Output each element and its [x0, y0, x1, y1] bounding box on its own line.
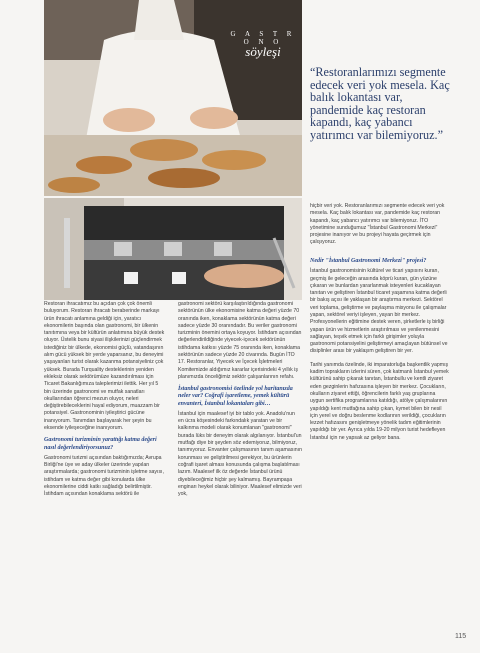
column-3-paragraph-1: İstanbul gastronomisinin kültürel ve ticari yapısını kuran, geçmiş ile geleceğin arasında köprü kuran, gün yüzüne çıkaran ve bunlardan yararlanmak isteyenleri kucaklayan tanıtan ve geliştiren İstanbul ticaret yaşamına katma değerli bir bakış açısı ile yaklaşan bir araştırma merkezi. Sektörel veri toplama, geliştirme ve paylaşma misyonu ile çalışmalar yapan, sektörel veriyi işleyen, yayan bir merkez. Profesyonellerin eğitimine destek veren, şirketlerle iş birliği yapan ürün ve hizmetlerin araştırılması ve yenilenmesini sağlayan, teşvik etmek için farklı girişimler yoluyla gastronomi potansiyelini geliştirmeyi amaçlayan bütünsel ve disiplinler arası bir yaklaşım geliştiren bir yer. [310, 268, 448, 355]
page-number: 115 [455, 633, 467, 640]
question-heading-istanbul-center: Nedir "İstanbul Gastronomi Merkezi" projesi? [310, 258, 427, 264]
column-2 [178, 301, 302, 498]
column-3-intro [310, 203, 450, 247]
column-2-paragraph-1: gastronomi sektörü karşılaştırıldığında gastronomi sektörünün ülke ekonomisine katma değeri yüzde 70 oranında iken, konaklama sektörünün katma değeri sadece yüzde 30 oranındadır. Bu veriler gastronomi turizminin önemini ortaya koyuyor. İstihdam açısından değerlendirildiğinde yiyecek-içecek sektörünün istihdama katkısı yüzde 75 oranında iken, konaklama sektörünün sadece yüzde 20 civarında. Bugün İTO 17. Restoranlar, Yiyecek ve İçecek İşletmeleri Komitemizde aldığımız kararlar içerisindeki 4 yıllık iş planımızda önceliğimiz sektör çalışanlarının refahı. [178, 301, 302, 380]
espresso-machine-photo [44, 198, 302, 300]
chef-photo [44, 0, 302, 196]
question-heading-tourism: Gastronomi turizminin yarattığı katma değeri nasıl değerlendiriyorsunuz? [44, 437, 157, 451]
column-3 [310, 253, 450, 442]
brand-script-text: söyleşi [245, 44, 281, 59]
gastronomi-soylesi-logo [224, 30, 302, 60]
column-1-paragraph-2: Gastronomi turizmi açısından baktığımızda; Avrupa Birliği'ne üye ve aday ülkeler üzerinde yapılan araştırmalarda; gastronomi turizminin işletme sayısı, istihdam ve katma değer gibi konularda ülke ekonomilerine ciddi katkı sağladığı belirtilmiştir. İstihdam açısından konaklama sektörü ile [44, 454, 164, 498]
column-3-intro-paragraph: hiçbir veri yok. Restoranlarımızı segmente edecek veri yok mesela. Kaç balık lokantası var, pandemide kaç restoran kapandı, kaç yabancı yatırımcı var bilemiyoruz. İTO yönetimine sunduğumuz "İstanbul Gastronomi Merkezi" projesine inanıyor ve bu projeyi hayata geçirmek için çalışıyoruz. [310, 203, 445, 246]
column-1-paragraph-1: Restoran ihracatımız bu açıdan çok çok önemli buluyorum. Restoran ihracatı beraberinde markayı ürün ihracatı anlamına geldiği için, yaratıcı ekonomilerin başında olan gastronomi, bir ülkenin tanıtımına veya bir kültürün anlatımına büyük destek oluyor. Üstelik bunu siyasi ilişkilerinizi güçlendirmek istediğiniz bir ülkede, ekonomisi güçlü, vatandaşının alım gücü yüksek bir yerde yaparsanız, bu deneyimi yaşayanları turist olarak kazanma potansiyeliniz çok yüksek. Burada Turquality desteklerinin yeniden ekleksiz olarak sektörümüze kazandırılması için Ticaret Bakanlığımıza taleplerimizi ilettik. Her yıl 5 bin üzerinde gastronomi ve mutfak sanatları okullarından öğrenci mezun oluyor, neleri değiştirebileceklerini hayal ediyorum, muazzam bir potansiyel. Gastronominin iyileştirici gücüne inanıyorum. Tanımdan başlayarak her şeyin bu eksende iyileşeceğine inanıyorum. [44, 301, 165, 432]
column-2-paragraph-2: İstanbul için maalesef iyi bir tablo yok. Anadolu'nun en ücra köşesindeki farkındalık yaratan ve bir kalkınma modeli olarak konumlanan "gastronomi" burada lüks bir deneyim olarak algılanıyor. İstanbul'un mutfağı diye bir şeyden söz edemiyoruz, bilmiyoruz, tanımıyoruz. Envanter çalışmasının tanım aşamasının korunması ve geliştirilmesi gerekiyor, bu ürünlerin coğrafi işaret alması konusunda çalışma başlatılması lazım. Maalesef ilk öz değerde İstanbul ürünü diyebileceğimiz hiçbir şey kalmamış. Bayrampaşa enginarı heykel olarak biliniyor. Maalesef elimizde veri yok, [178, 410, 302, 498]
espresso-machine-illustration [44, 198, 302, 300]
column-1 [44, 301, 166, 499]
column-3-paragraph-2: Tarihi yanımda özelinde, iki imparatorluğa başkentlik yapmış kadim toprakların izlerini süren, çok katmanlı İstanbul yemek kültürünü sahip çıkarak tanıtan, İstanbullu ve kentli ziyaret eden gezginlerin hafızasına işleyen bir merkez. Çocukların, okulların ziyaret ettiği, öğrencilerin farklı yaş gruplarına uygun sertifika programlarına katıldığı, atölye çalışmalarının yapıldığı kent mutfağına sahip çıkan, kymet bilen bir nesil için yerel ve doğru beslenme kodlarının verildiği, çocukların lezzet hafızasını genişletmeye yönelik tadım eğitimlerinin yapıldığı bir yer. Ayrıca yılda 19-20 milyon turist hedefleyen İstanbul için ne yapsak az geliyor bana. [310, 361, 449, 441]
question-heading-roadmap: İstanbul gastronomisi özelinde yol haritanızda neler var? Coğrafi işaretleme, yemek kültürü envanteri, İstanbul lokantaları gibi… [178, 386, 293, 407]
brand-top-text: G A S T R O N O [230, 30, 296, 46]
pull-quote: “Restoranlarımızı segmente edecek veri yok mesela. Kaç balık lokantası var, pandemide kaç restoran kapandı, kaç yabancı yatırımcı var bilemiyoruz.” [310, 65, 450, 142]
